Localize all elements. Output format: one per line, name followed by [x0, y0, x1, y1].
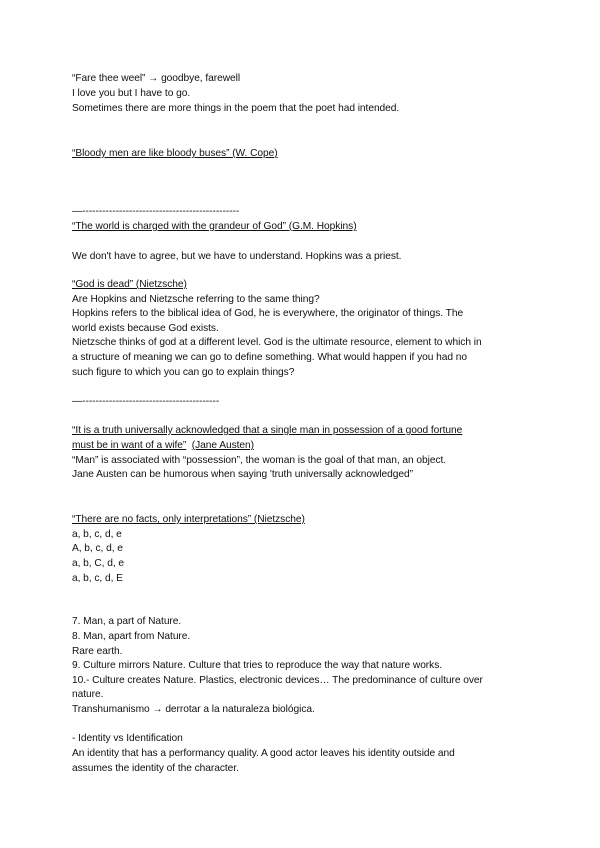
text-line: such figure to which you can go to explain things? — [72, 367, 295, 378]
text-line: 9. Culture mirrors Nature. Culture that tries to reproduce the way that nature works. — [72, 660, 443, 671]
quote-heading: “God is dead” (Nietzsche) — [72, 279, 187, 290]
text-line: I love you but I have to go. — [72, 88, 191, 99]
text-line: Nietzsche thinks of god at a different level. God is the ultimate resource, element to which in — [72, 337, 482, 348]
text-line: 7. Man, a part of Nature. — [72, 616, 182, 627]
quote-heading: “Bloody men are like bloody buses” (W. Cope) — [72, 148, 278, 159]
text-line: “Fare thee weel” → goodbye, farewell — [72, 73, 241, 84]
text-line: - Identity vs Identification — [72, 733, 183, 744]
text-line: 8. Man, apart from Nature. — [72, 631, 191, 642]
quote-heading: “There are no facts, only interpretations” (Nietzsche) — [72, 514, 305, 525]
list-item: a, b, c, d, E — [72, 573, 123, 584]
text-line: Are Hopkins and Nietzsche referring to the same thing? — [72, 294, 320, 305]
list-item: a, b, C, d, e — [72, 558, 125, 569]
text-line: a structure of meaning we can go to define something. What would happen if you had no — [72, 352, 468, 363]
text-line: We don't have to agree, but we have to understand. Hopkins was a priest. — [72, 251, 402, 262]
text-line: Transhumanismo → derrotar a la naturaleza biológica. — [72, 704, 315, 715]
quote-heading: “The world is charged with the grandeur of God” (G.M. Hopkins) — [72, 221, 357, 232]
quote-text: must be in want of a wife” — [72, 440, 187, 451]
quote-author: (Jane Austen) — [191, 440, 254, 451]
text-line: “Man” is associated with “possession”, the woman is the goal of that man, an object. — [72, 455, 447, 466]
text-line: nature. — [72, 689, 104, 700]
list-item: a, b, c, d, e — [72, 529, 122, 540]
text-line: 10.- Culture creates Nature. Plastics, electronic devices… The predominance of culture over — [72, 675, 483, 686]
quote-heading: “It is a truth universally acknowledged that a single man in possession of a good fortune — [72, 425, 463, 436]
text-line: world exists because God exists. — [72, 323, 219, 334]
text-line: Sometimes there are more things in the poem that the poet had intended. — [72, 103, 400, 114]
text-line: Jane Austen can be humorous when saying 'truth universally acknowledged” — [72, 469, 413, 480]
quote-heading-continued — [72, 439, 254, 452]
text-line: Hopkins refers to the biblical idea of God, he is everywhere, the originator of things. The — [72, 308, 464, 319]
separator-line: —----------------------------------------- — [72, 396, 220, 407]
text-line: An identity that has a performancy quality. A good actor leaves his identity outside and — [72, 748, 455, 759]
separator-line: —----------------------------------------------- — [72, 206, 240, 217]
list-item: A, b, c, d, e — [72, 543, 123, 554]
text-line: assumes the identity of the character. — [72, 763, 239, 774]
text-line: Rare earth. — [72, 646, 123, 657]
